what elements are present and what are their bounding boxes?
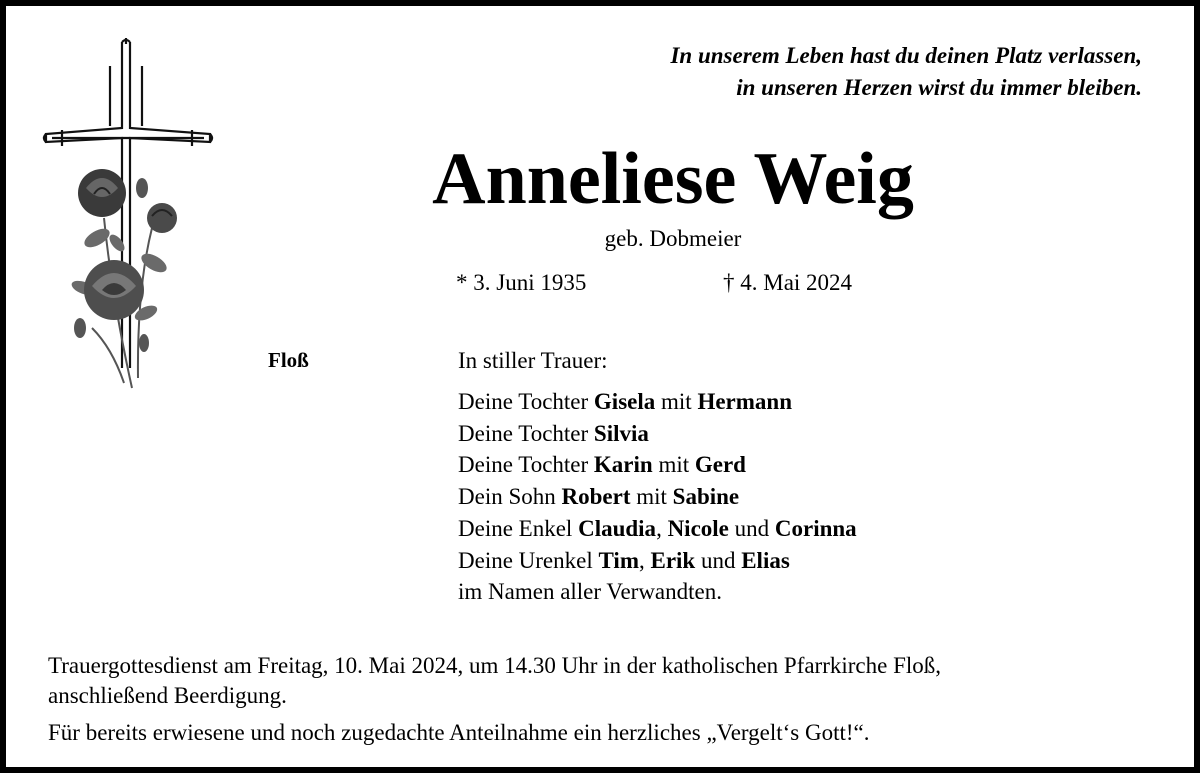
service-info [48,651,1168,711]
quote-line-1: In unserem Leben hast du deinen Platz verlassen, [670,43,1142,68]
memorial-quote [670,40,1142,104]
birth-date: * 3. Juni 1935 [456,270,587,295]
place-name: Floß [268,348,309,372]
family-member-name: Elias [741,547,790,573]
family-list [458,386,857,608]
family-row [458,386,857,418]
family-member-name: Tim [598,547,639,573]
family-row [458,449,857,481]
family-member-name: Robert [561,484,631,510]
family-text: und [728,515,775,541]
family-text: Dein Sohn [458,484,562,510]
family-text: Deine Tochter [458,420,594,446]
family-member-name: Corinna [774,515,857,541]
death-date: † 4. Mai 2024 [723,270,853,295]
birth-name: geb. Dobmeier [604,226,742,251]
deceased-name: Anneliese Weig [432,138,914,220]
family-text: mit [652,452,695,478]
family-text: Deine Tochter [458,452,594,478]
family-text: mit [630,484,673,510]
mourning-intro: In stiller Trauer: [458,348,608,373]
family-row [458,576,857,608]
family-text: , [656,515,668,541]
family-member-name: Nicole [667,515,729,541]
thanks-note: Für bereits erwiesene und noch zugedachte Anteilnahme ein herzliches „Vergelt‘s Gott!“. [48,720,870,745]
family-row [458,481,857,513]
service-line-2: anschließend Beerdigung. [48,683,287,708]
family-text: Deine Urenkel [458,547,599,573]
family-text: und [695,547,742,573]
family-text: Deine Enkel [458,515,579,541]
family-text: , [638,547,651,573]
family-member-name: Karin [593,452,653,478]
family-row [458,418,857,450]
family-member-name: Gerd [694,452,746,478]
family-member-name: Hermann [697,389,792,414]
family-member-name: Gisela [593,389,656,414]
family-row [458,513,857,545]
family-row [458,545,857,577]
family-member-name: Sabine [672,484,740,510]
family-member-name: Erik [650,547,696,573]
service-line-1: Trauergottesdienst am Freitag, 10. Mai 2024, um 14.30 Uhr in der katholischen Pfarrkirche Floß, [48,653,942,678]
family-text: mit [655,389,698,414]
quote-line-2: in unseren Herzen wirst du immer bleiben. [736,75,1142,100]
family-text: im Namen aller Verwandten. [458,579,722,605]
family-member-name: Claudia [578,515,657,541]
family-member-name: Silvia [593,420,649,446]
family-text: Deine Tochter [458,389,594,414]
